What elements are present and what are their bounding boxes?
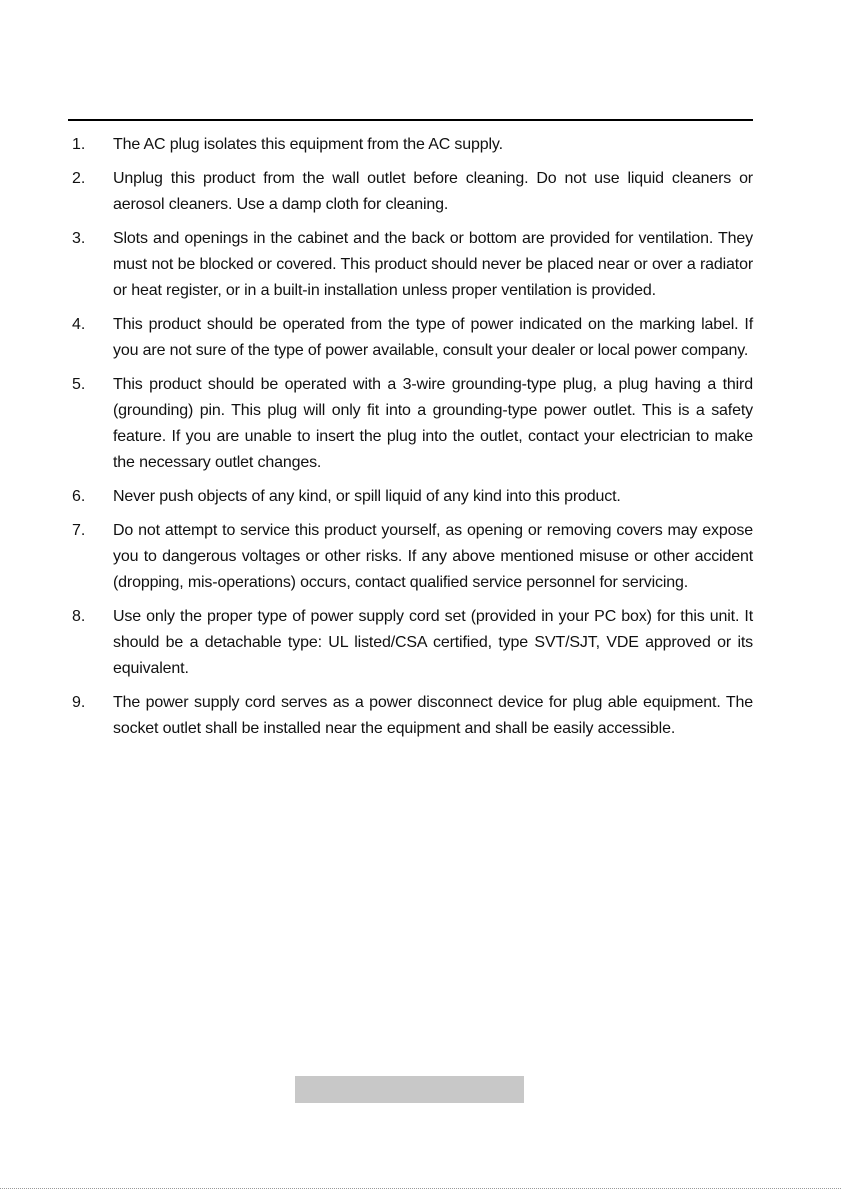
item-text: The AC plug isolates this equipment from the AC supply. — [113, 136, 503, 153]
page-footer-bar — [295, 1076, 524, 1103]
item-number: 3. — [72, 230, 86, 247]
list-item — [68, 226, 753, 304]
item-text: Do not attempt to service this product yourself, as opening or removing covers may expose you to dangerous voltages or other risks. If any above mentioned misuse or other accident (dropping, mis-operations) occurs, contact qualified service personnel for servicing. — [113, 522, 753, 591]
safety-instructions-list — [68, 132, 753, 750]
item-text: Never push objects of any kind, or spill liquid of any kind into this product. — [113, 488, 621, 505]
item-number: 5. — [72, 376, 86, 393]
list-item — [68, 604, 753, 682]
item-text: Unplug this product from the wall outlet before cleaning. Do not use liquid cleaners or aerosol cleaners. Use a damp cloth for cleaning. — [113, 170, 753, 213]
item-number: 2. — [72, 170, 86, 187]
item-number: 7. — [72, 522, 86, 539]
item-text: Use only the proper type of power supply cord set (provided in your PC box) for this unit. It should be a detachable type: UL listed/CSA certified, type SVT/SJT, VDE approved or its equivalent. — [113, 608, 753, 677]
item-number: 6. — [72, 488, 86, 505]
item-number: 4. — [72, 316, 86, 333]
list-item — [68, 312, 753, 364]
item-number: 1. — [72, 136, 86, 153]
item-text: This product should be operated with a 3-wire grounding-type plug, a plug having a third (grounding) pin. This plug will only fit into a grounding-type power outlet. This is a safety feature. If you are unable to insert the plug into the outlet, contact your electrician to make the necessary outlet changes. — [113, 376, 753, 471]
list-item — [68, 132, 753, 158]
item-text: This product should be operated from the type of power indicated on the marking label. If you are not sure of the type of power available, consult your dealer or local power company. — [113, 316, 753, 359]
list-item — [68, 166, 753, 218]
item-number: 8. — [72, 608, 86, 625]
list-item — [68, 372, 753, 476]
item-number: 9. — [72, 694, 86, 711]
page-bottom-border — [0, 1188, 841, 1189]
item-text: Slots and openings in the cabinet and the back or bottom are provided for ventilation. They must not be blocked or covered. This product should never be placed near or over a radiator or heat register, or in a built-in installation unless proper ventilation is provided. — [113, 230, 753, 299]
list-item — [68, 484, 753, 510]
header-rule — [68, 119, 753, 121]
item-text: The power supply cord serves as a power disconnect device for plug able equipment. The socket outlet shall be installed near the equipment and shall be easily accessible. — [113, 694, 753, 737]
list-item — [68, 690, 753, 742]
list-item — [68, 518, 753, 596]
